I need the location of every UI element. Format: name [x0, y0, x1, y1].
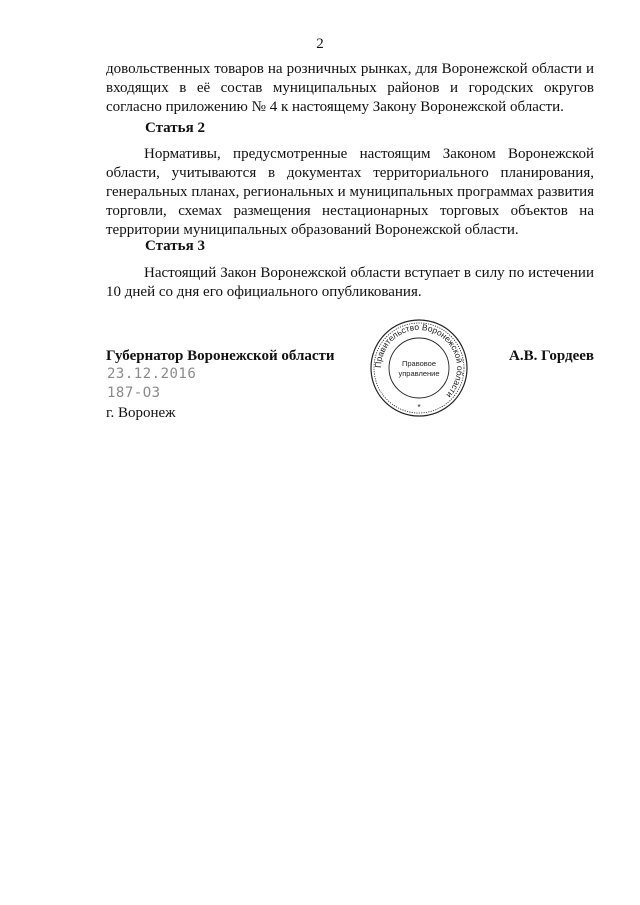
signature-name: А.В. Гордеев — [509, 348, 594, 364]
official-seal — [369, 318, 469, 418]
seal-star-icon: * — [417, 403, 421, 412]
seal-inner-ring — [389, 338, 449, 398]
article-2-text: Нормативы, предусмотренные настоящим Законом Воронежской области, учитываются в документах территориального планирования, генеральных планах, региональных и муниципальных программах развития торговли, схемах размещения нестационарных торговых объектов на территории муниципальных образований Воронежской области. — [106, 146, 594, 238]
article-3-body — [106, 264, 594, 302]
seal-ring-text: Правительство Воронежской области — [372, 321, 466, 401]
signature-date: 23.12.2016 — [107, 366, 197, 382]
intro-paragraph — [106, 60, 594, 117]
seal-center-line-2: управление — [398, 369, 440, 378]
page-number: 2 — [316, 36, 324, 52]
law-number: 187-ОЗ — [107, 385, 161, 401]
city-name: г. Воронеж — [106, 405, 176, 421]
article-3-text: Настоящий Закон Воронежской области вступает в силу по истечении 10 дней со дня его официального опубликования. — [106, 265, 594, 300]
signature-title: Губернатор Воронежской области — [106, 348, 335, 364]
article-2-heading: Статья 2 — [145, 120, 205, 136]
intro-text: довольственных товаров на розничных рынках, для Воронежской области и входящих в её состав муниципальных районов и городских округов согласно приложению № 4 к настоящему Закону Воронежской области. — [106, 61, 594, 115]
seal-outer-ring — [371, 320, 467, 416]
article-2-body — [106, 145, 594, 240]
seal-center-line-1: Правовое — [401, 359, 437, 368]
article-3-heading: Статья 3 — [145, 238, 205, 254]
